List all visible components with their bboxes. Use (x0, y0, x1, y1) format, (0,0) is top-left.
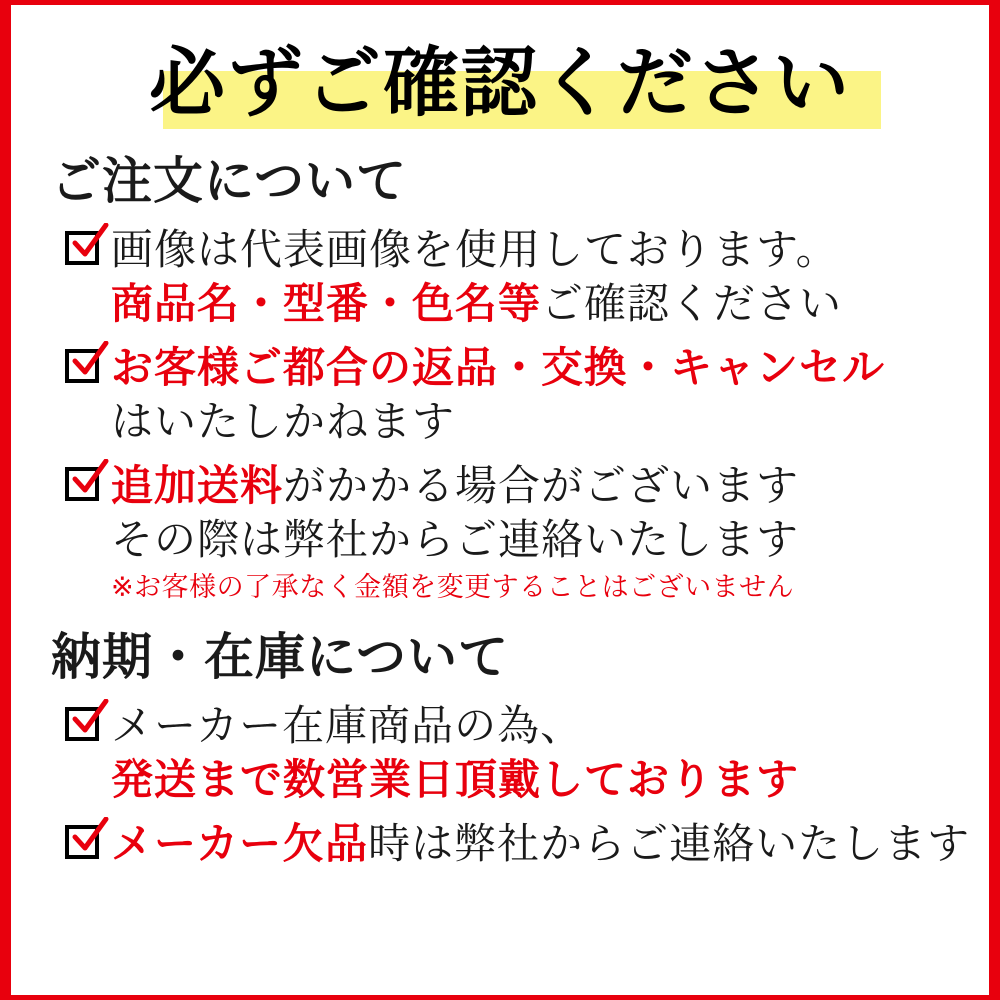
plain-text: その際は弊社からご連絡いたします (111, 515, 800, 564)
list-item-line (111, 459, 961, 513)
emphasis-text: メーカー欠品 (111, 819, 369, 868)
list-item-text (111, 341, 961, 449)
page-title-text: 必ずご確認ください (149, 38, 851, 127)
page-title (39, 31, 961, 143)
emphasis-text: お客様ご都合の返品・交換・キャンセル (111, 343, 886, 392)
list-item-text (111, 817, 970, 871)
list-item-text (111, 699, 961, 807)
plain-text: 時は弊社からご連絡いたします (368, 819, 971, 868)
checkbox-checked-icon (65, 467, 105, 507)
section-heading: ご注文について (51, 152, 407, 210)
border-left (0, 0, 11, 1000)
plain-text: 画像は代表画像を使用しております。 (111, 225, 839, 274)
checkbox-checked-icon (65, 825, 105, 865)
list-item (65, 341, 961, 449)
list-item (65, 459, 961, 607)
emphasis-text: 追加送料 (111, 461, 284, 510)
list-item (65, 223, 961, 331)
list-item-line (111, 699, 961, 753)
list-item-text (111, 459, 961, 607)
list-item-line (111, 513, 961, 567)
plain-text: メーカー在庫商品の為、 (111, 701, 584, 750)
list-item-note: ※お客様の了承なく金額を変更することはございません (111, 572, 795, 603)
emphasis-text: 発送まで数営業日頂戴しております (111, 755, 800, 804)
list-item-line (111, 817, 970, 871)
checkbox-checked-icon (65, 231, 105, 271)
list-item-line (111, 341, 961, 395)
emphasis-text: 商品名・型番・色名等 (111, 279, 542, 328)
checkbox-checked-icon (65, 349, 105, 389)
plain-text: はいたしかねます (111, 397, 456, 446)
list-item-line (111, 395, 961, 449)
list-item-line (111, 223, 961, 277)
border-bottom (0, 995, 1000, 1000)
checkbox-checked-icon (65, 707, 105, 747)
plain-text: ご確認ください (541, 279, 843, 328)
list-item (65, 699, 961, 807)
list-item-line (111, 277, 961, 331)
sections-container (39, 149, 971, 871)
list-item (65, 817, 971, 871)
list-item-text (111, 223, 961, 331)
list-item-line (111, 753, 961, 807)
notice-page (11, 5, 989, 995)
border-right (989, 0, 1000, 1000)
plain-text: がかかる場合がございます (283, 461, 800, 510)
section-heading: 納期・在庫について (51, 628, 509, 686)
